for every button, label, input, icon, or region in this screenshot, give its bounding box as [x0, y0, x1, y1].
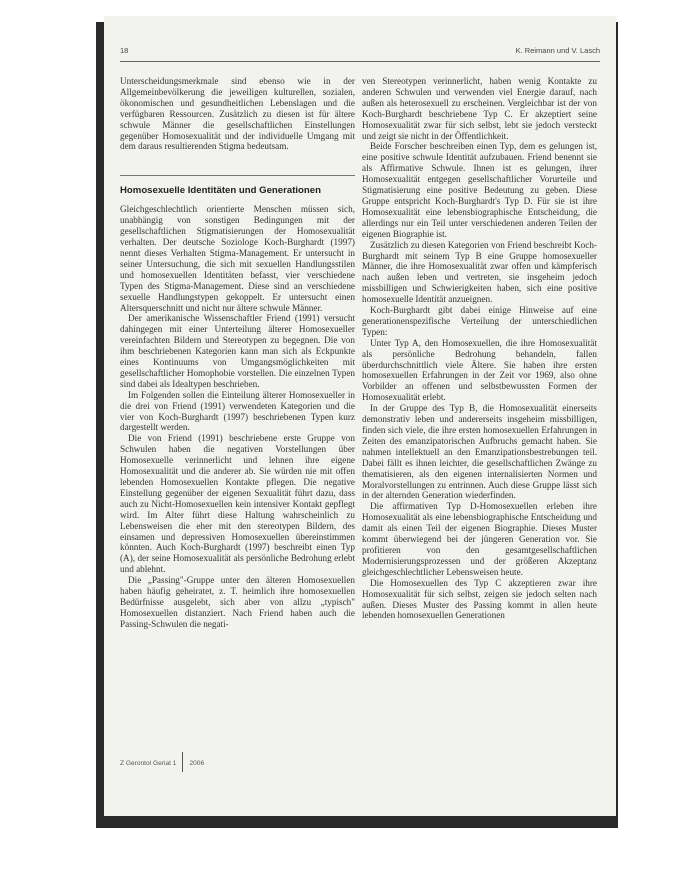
body-paragraph: Koch-Burghardt gibt dabei einige Hinweise auf eine generationenspezifische Verteilung der unterschiedlichen Typen:: [362, 305, 597, 337]
body-paragraph: ven Stereotypen verinnerlicht, haben wenig Kontakte zu anderen Schwulen und verwenden viel Energie darauf, nach außen als heterosexuell zu erscheinen. Vergleichbar ist der von Koch-Burghardt beschriebene Typ C. Er akzeptiert seine Homosexualität zwar für sich selbst, lebt sie jedoch versteckt und zeigt sie nicht in der Öffentlichkeit.: [362, 76, 597, 141]
right-column: [362, 76, 597, 621]
section-spacer: [120, 152, 355, 175]
intro-paragraph: Unterscheidungsmerkmale sind ebenso wie in der Allgemeinbevölkerung die jeweiligen kulturellen, sozialen, ökonomischen und gesundheitlichen Lebenslagen und die verfügbaren Ressourcen. Zusätzlich zu diesen ist für ältere schwule Männer die gesellschaftlichen Einstellungen gegenüber Homosexualität und der individuelle Umgang mit dem daraus resultierenden Stigma bedeutsam.: [120, 76, 355, 152]
section-heading: Homosexuelle Identitäten und Generationen: [120, 185, 321, 197]
body-paragraph: Zusätzlich zu diesen Kategorien von Friend beschreibt Koch-Burghardt mit seinem Typ B eine Gruppe homosexueller Männer, die ihre Homosexualität zwar offen und kämpferisch nach außen leben und vertreten, sie insgeheim jedoch missbilligen und Schwierigkeiten haben, sich eine positive homosexuelle Identität anzueignen.: [362, 239, 597, 305]
page-footer: [120, 752, 204, 772]
body-paragraph: Gleichgeschlechtlich orientierte Menschen müssen sich, unabhängig von sonstigen Bedingungen mit der gesellschaftlichen Stigmatisierungen der Homosexualität verhalten. Der deutsche Soziologe Koch-Burghardt (1997) nennt dieses Verhalten Stigma-Management. Er untersucht in seiner Untersuchung, die sich mit sexuellen Handlungsstilen und homosexuellen Identitäten befasst, vier verschiedene Typen des Stigma-Management. Diese sind an verschiedene sexuelle Handlungstypen gekoppelt. Er untersucht einen Altersquerschnitt und nicht nur ältere schwule Männer.: [120, 204, 355, 313]
section-rule: [120, 175, 355, 176]
publication-year: 2006: [189, 760, 205, 767]
scanned-page: [104, 16, 616, 816]
body-paragraph: Die affirmativen Typ D-Homosexuellen erleben ihre Homosexualität als eine lebensbiographische Entscheidung und damit als einen Teil der eigenen Biographie. Dieses Muster kommt überwiegend bei der jüngeren Generation vor. Sie profitieren von den gesamtgesellschaftlichen Modernisierungsprozessen und der größeren Akzeptanz gleichgeschlechtlicher Lebensweisen heute.: [362, 501, 597, 577]
body-paragraph: In der Gruppe des Typ B, die Homosexualität einerseits demonstrativ leben und andererseits insgeheim missbilligen, finden sich viele, die ihre ersten homosexuellen Erfahrungen in Zeiten des emanzipatorischen Aufbruchs gemacht haben. Sie nahmen intellektuell an den Emanzipationsbestrebungen teil. Dabei fällt es ihnen leichter, die gesellschaftlichen Zwänge zu thematisieren, als den eigenen internalisierten Normen und Moralvorstellungen zu entrinnen. Auch diese Gruppe lässt sich in der alternden Generation wiederfinden.: [362, 403, 597, 501]
body-paragraph: Die Homosexuellen des Typ C akzeptieren zwar ihre Homosexualität für sich selbst, zeigen sie jedoch selten nach außen. Dieses Muster des Passing kommt in allen heute lebenden homosexuellen Generationen: [362, 577, 597, 621]
body-paragraph: Die „Passing"-Gruppe unter den älteren Homosexuellen haben häufig geheiratet, z. T. heimlich ihre homosexuellen Bedürfnisse ausgelebt, sich aber von allzu „typisch" Homosexuellen distanziert. Nach Friend haben auch die Passing-Schwulen die negati-: [120, 575, 355, 629]
body-paragraph: Beide Forscher beschreiben einen Typ, dem es gelungen ist, eine positive schwule Identität aufzubauen. Friend benennt sie als Affirmative Schwule. Ihnen ist es gelungen, ihrer Homosexualität entgegen gesellschaftlicher Vorurteile und Stigmatisierung eine positive Bedeutung zu geben. Diese Gruppe entspricht Koch-Burghardt's Typ D. Für sie ist ihre Homosexualität eine lebensbiographische Entscheidung, die allerdings nur ein Teil unter verschiedenen anderen Teilen der eigenen Biographie ist.: [362, 141, 597, 239]
page-number: 18: [120, 46, 129, 55]
body-paragraph: Der amerikanische Wissenschaftler Friend (1991) versucht dahingegen mit einer Unterteilung älterer Homosexueller vereinfachten Bildern und Stereotypen zu begegnen. Die von ihm beschriebenen Kategorien kann man sich als Eckpunkte eines Kontinuums von Umgangsmöglichkeiten mit gesellschaftlicher Homophobie vorstellen. Die einzelnen Typen sind dabei als Idealtypen beschrieben.: [120, 313, 355, 389]
header-rule: [120, 61, 600, 62]
journal-citation: Z Gerontol Geriat 1: [120, 760, 177, 767]
body-paragraph: Im Folgenden sollen die Einteilung älterer Homosexueller in die drei von Friend (1991) verwendeten Kategorien und die vier von Koch-Burghardt (1997) beschriebenen Typen kurz dargestellt werden.: [120, 389, 355, 433]
running-head-authors: K. Reimann und V. Lasch: [515, 46, 600, 55]
footer-divider: [182, 752, 183, 772]
body-paragraph: Unter Typ A, den Homosexuellen, die ihre Homosexualität als persönliche Bedrohung behandeln, fallen überdurchschnittlich viele Ältere. Sie haben ihre ersten homosexuellen Erfahrungen in der Zeit vor 1969, also ohne Vorbilder an offenen und selbstbewussten Formen der Homosexualität erlebt.: [362, 337, 597, 403]
left-column: [120, 76, 355, 630]
body-paragraph: Die von Friend (1991) beschriebene erste Gruppe von Schwulen haben die negativen Vorstellungen über Homosexuelle verinnerlicht und lehnen ihre eigene Homosexualität und die anderer ab. Sie würden nie mit offen lebenden Homosexuellen Kontakte pflegen. Die negative Einstellung gegenüber der eigenen Sexualität führt dazu, dass auch zu Nicht-Homosexuellen kein intensiver Kontakt gepflegt wird. Im Alter führt diese Haltung wahrscheinlich zu Lebensweisen die eher mit den stereotypen Bildern, des einsamen und depressiven Homosexuellen übereinstimmen könnten. Auch Koch-Burghardt (1997) beschreibt einen Typ (A), der seine Homosexualität als persönliche Bedrohung erlebt und ablehnt.: [120, 433, 355, 575]
